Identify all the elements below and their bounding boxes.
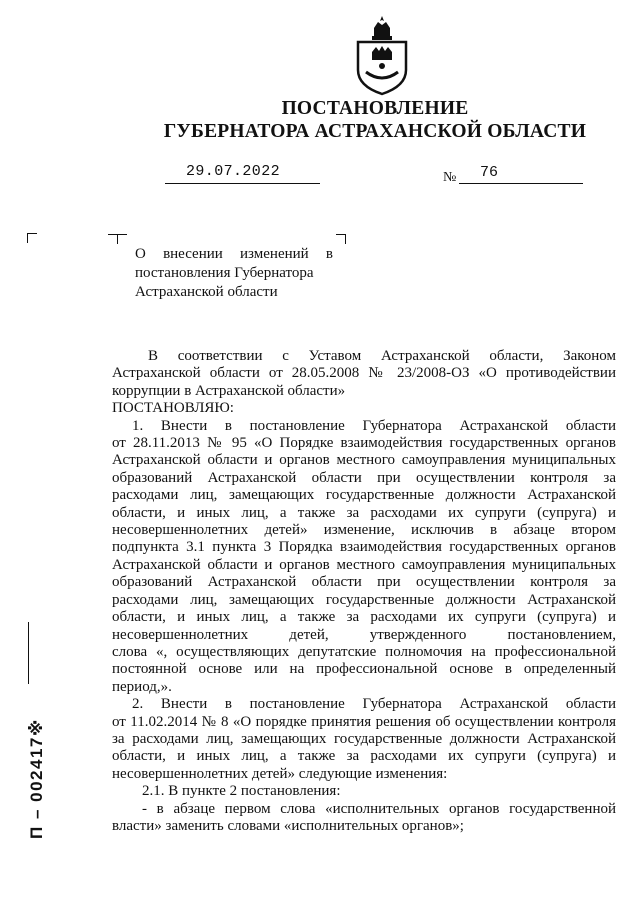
registration-code [24,692,44,842]
registration-code-text: П – 002417※ [27,718,46,839]
document-issuer: ГУБЕРНАТОРА АСТРАХАНСКОЙ ОБЛАСТИ [163,121,587,142]
body-line: от 28.11.2013 № 95 «О Порядке взаимодействия государственных органов [112,435,616,452]
body-line: 1. Внести в постановление Губернатора Астраханской области [132,417,616,434]
subject-corner-mark-left [117,234,127,244]
document-body [112,348,616,835]
body-line: Астраханской области и органов местного самоуправления муниципальных [112,452,616,469]
document-subject [135,245,333,302]
body-line: несовершеннолетних детей» изменение, исключив в абзаце втором [112,522,616,539]
body-line: несовершеннолетних детей, утвержденного постановлением, [112,626,616,643]
body-line: В соответствии с Уставом Астраханской области, Законом [148,348,616,364]
body-line: - в абзаце первом слова «исполнительных органов государственной [142,800,616,817]
body-line: 2.1. В пункте 2 постановления: [142,783,341,800]
body-line: слова «, осуществляющих депутатские полномочия на профессиональной [112,643,616,660]
subject-line: Астраханской области [135,284,278,300]
body-line: образований Астраханской области при осуществлении контроля за [112,574,616,591]
body-line: области, и иных лиц, а также за расходами их супруги (супруга) и [112,748,616,765]
subject-corner-mark-tl [108,234,118,244]
body-line: постоянной основе или на профессиональной основе в определенный [112,661,616,678]
body-line: Астраханской области от 28.05.2008 № 23/2008-ОЗ «О противодействии [112,365,616,382]
body-line: расходами лиц, замещающих государственные должности Астраханской [112,591,616,608]
body-line: расходами лиц, замещающих государственные должности Астраханской [112,487,616,504]
body-line: подпункта 3.1 пункта 3 Порядка взаимодействия государственных органов [112,539,616,556]
body-line: несовершеннолетних детей» следующие изменения: [112,765,448,782]
body-line: области, и иных лиц, а также за расходами их супруги (супруга) и [112,609,616,626]
number-underline [459,183,583,184]
body-line: коррупции в Астраханской области» [112,382,346,399]
body-line: власти» заменить словами «исполнительных органов»; [112,817,464,834]
subject-corner-mark-right [336,234,346,244]
body-line: от 11.02.2014 № 8 «О порядке принятия решения об осуществлении контроля [112,713,616,730]
body-line: 2. Внести в постановление Губернатора Астраханской области [132,696,616,713]
body-line: период,». [112,678,172,695]
body-line: области, и иных лиц, а также за расходами их супруги (супруга) и [112,504,616,521]
document-date: 29.07.2022 [186,163,281,180]
left-margin-mark [27,233,37,243]
body-line: Астраханской области и органов местного самоуправления муниципальных [112,556,616,573]
number-sign: № [443,170,457,185]
date-underline [165,183,320,184]
document-number: 76 [480,164,499,181]
subject-line: постановления Губернатора [135,265,314,281]
document-title: ПОСТАНОВЛЕНИЕ [281,98,469,119]
subject-line: О внесении изменений в [135,246,333,262]
body-line: ПОСТАНОВЛЯЮ: [112,400,234,417]
side-margin-line [28,622,29,684]
body-line: образований Астраханской области при осуществлении контроля за [112,469,616,486]
body-line: за расходами лиц, замещающих государственные должности Астраханской [112,730,616,747]
astrakhan-coat-of-arms-icon [352,14,412,96]
